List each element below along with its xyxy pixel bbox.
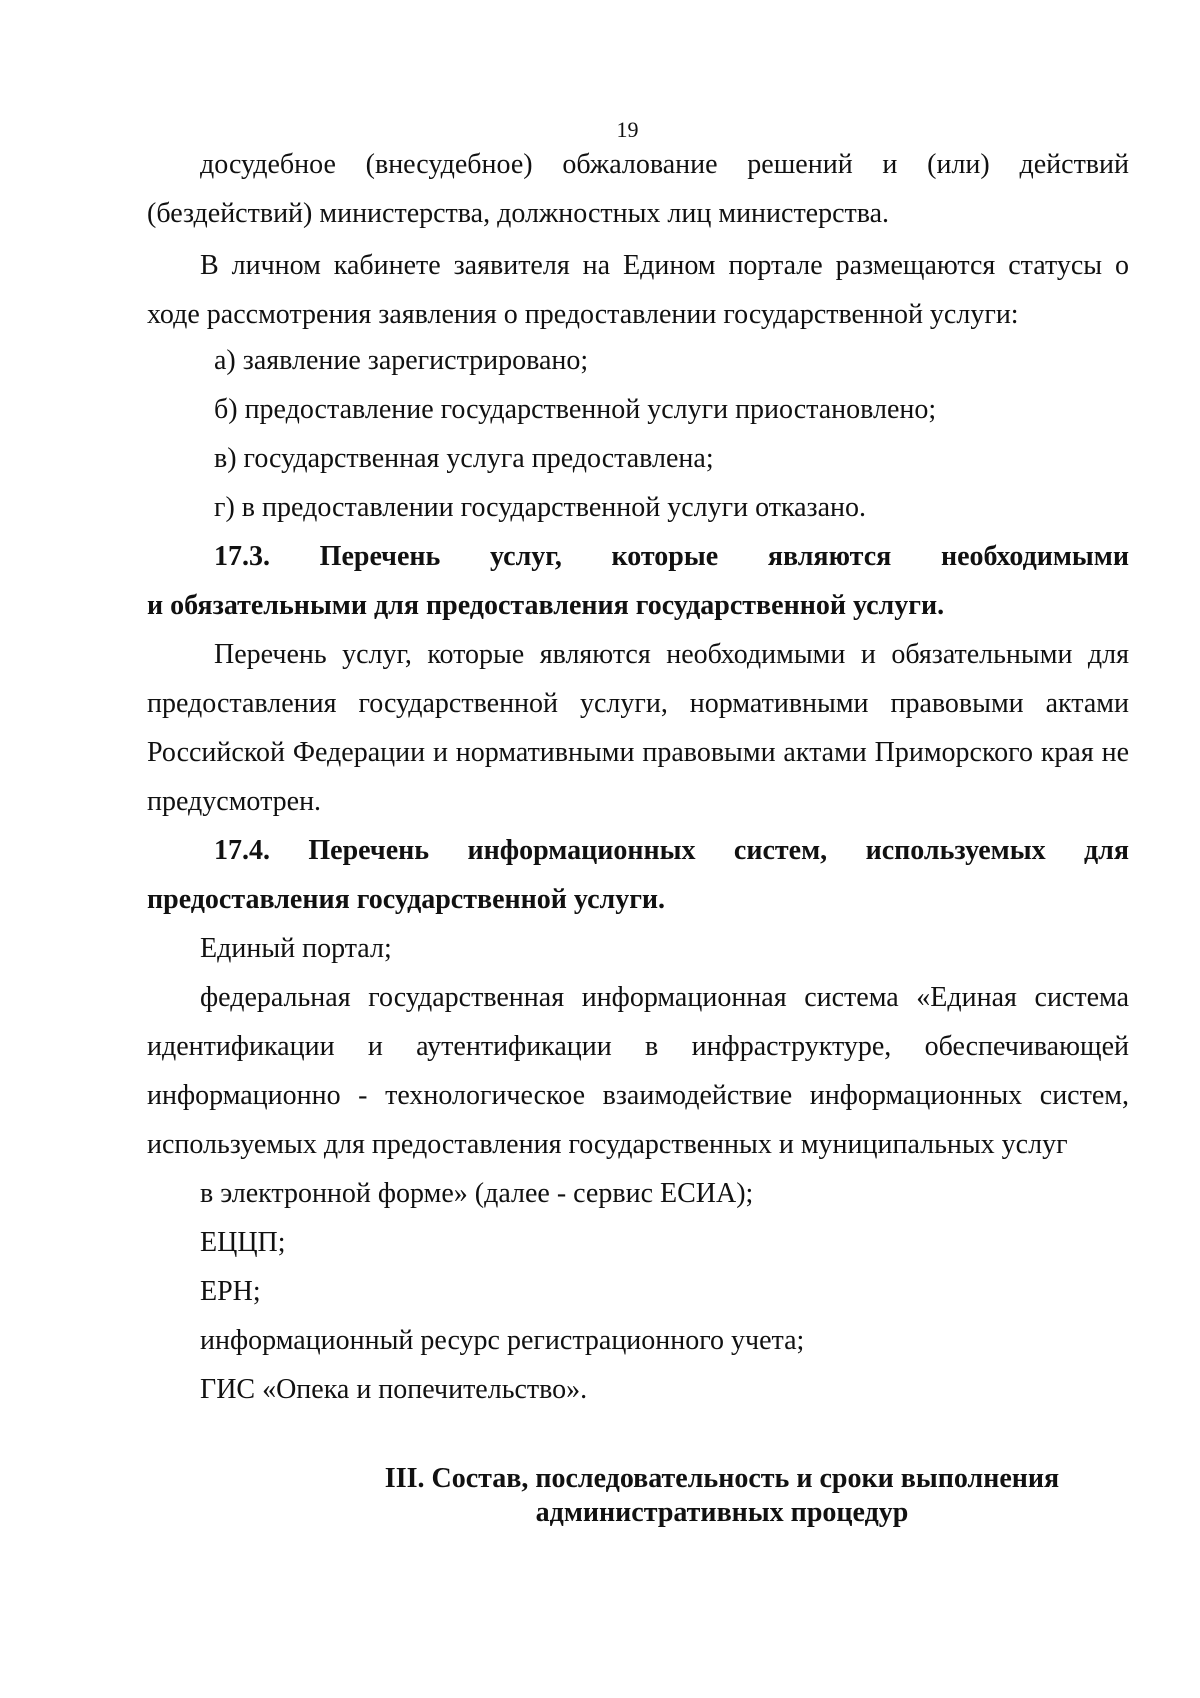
document-body [147, 140, 1129, 1414]
status-item-a: а) заявление зарегистрировано; [214, 345, 589, 376]
section-title-line1: III. Состав, последовательность и сроки выполнения [384, 1463, 1060, 1494]
paragraph-services-list: Перечень услуг, которые являются необходимыми и обязательными для предоставления государственной услуги, нормативными правовыми актами Российской Федерации и нормативными правовыми актами Приморского края не предусмотрен. [147, 639, 1129, 817]
system-item-esia: федеральная государственная информационная система «Единая система идентификации и аутентификации в инфраструктуре, обеспечивающей информационно - технологическое взаимодействие информационных систем, используемых для предоставления государственных и муниципальных услуг [147, 982, 1129, 1160]
section-title-line2: административных процедур [535, 1497, 909, 1528]
paragraph-appeal-line2: (бездействий) министерства, должностных лиц министерства. [147, 198, 890, 229]
system-item-registration: информационный ресурс регистрационного учета; [200, 1325, 805, 1356]
paragraph-appeal-line1: досудебное (внесудебное) обжалование решений и (или) действий [200, 149, 1129, 180]
heading-17-4-line2: предоставления государственной услуги. [147, 884, 666, 915]
page-number: 19 [616, 117, 639, 142]
system-item-eccp: ЕЦЦП; [200, 1227, 286, 1258]
status-item-b: б) предоставление государственной услуги приостановлено; [214, 394, 937, 425]
status-item-g: г) в предоставлении государственной услуги отказано. [214, 492, 867, 523]
section-title [147, 1462, 1129, 1530]
system-item-esia-continued: в электронной форме» (далее - сервис ЕСИА); [200, 1178, 754, 1209]
system-item-portal: Единый портал; [200, 933, 392, 964]
system-item-guardianship: ГИС «Опека и попечительство». [200, 1374, 588, 1405]
status-item-v: в) государственная услуга предоставлена; [214, 443, 714, 474]
paragraph-statuses: В личном кабинете заявителя на Едином портале размещаются статусы о ходе рассмотрения заявления о предоставлении государственной услуги: [147, 250, 1129, 330]
system-item-ern: ЕРН; [200, 1276, 261, 1307]
heading-17-3-line1: 17.3. Перечень услуг, которые являются необходимыми [214, 541, 1129, 572]
heading-17-3-line2: и обязательными для предоставления государственной услуги. [147, 590, 945, 621]
heading-17-4 [147, 826, 1129, 924]
heading-17-3 [147, 532, 1129, 630]
heading-17-4-line1: 17.4. Перечень информационных систем, используемых для [214, 835, 1129, 866]
